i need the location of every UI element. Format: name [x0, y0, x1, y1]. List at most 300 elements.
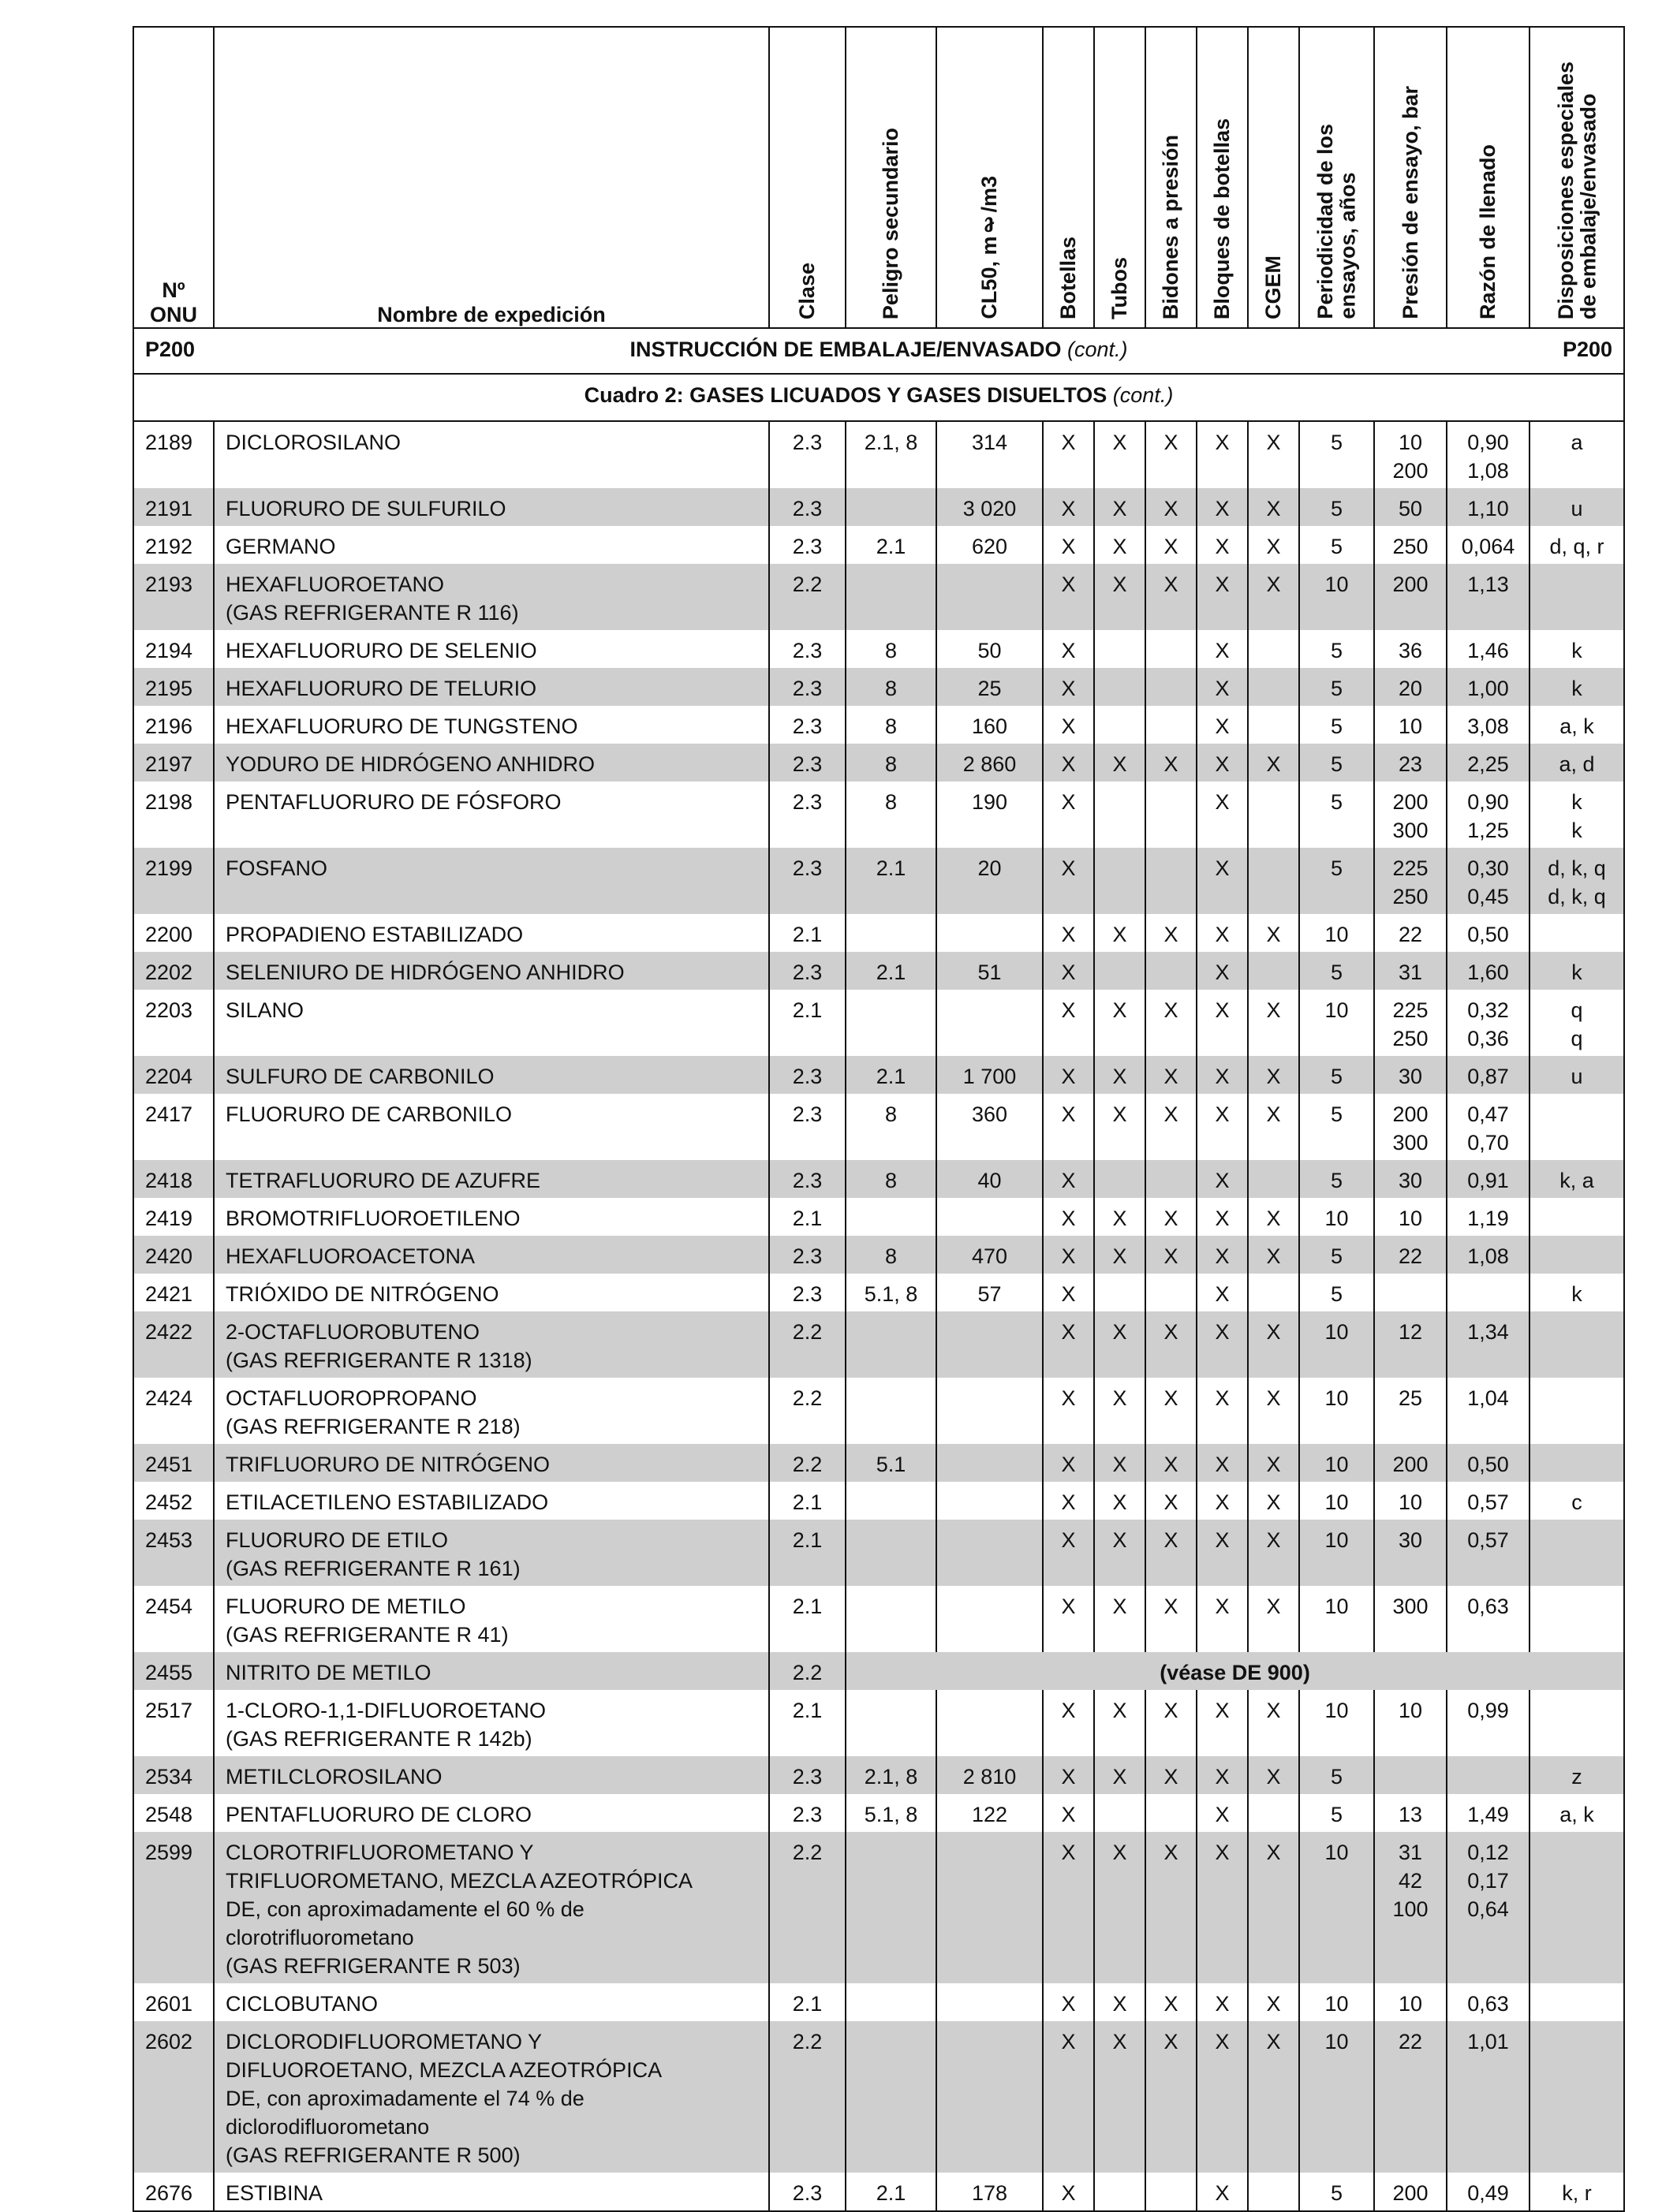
- cell-disposiciones: [1529, 1832, 1624, 1983]
- cell-cgem: [1248, 630, 1299, 668]
- cell-tubos: [1094, 1160, 1145, 1198]
- cell-presion-line: 36: [1398, 639, 1423, 662]
- cell-peligro: 8: [846, 706, 936, 744]
- cell-periodicidad: 10: [1299, 1520, 1374, 1586]
- cell-bidones: [1145, 668, 1197, 706]
- cell-bidones: X: [1145, 1690, 1197, 1756]
- cell-presion-line: 23: [1398, 752, 1423, 776]
- cell-disposiciones: [1529, 2021, 1624, 2173]
- cell-razon: [1447, 1236, 1529, 1274]
- cell-un-number: 2203: [133, 990, 214, 1056]
- cell-shipping-name: [214, 421, 769, 488]
- cell-shipping-name-line: PROPADIENO ESTABILIZADO: [226, 923, 524, 946]
- cell-bidones: [1145, 1274, 1197, 1311]
- cell-bloques: X: [1197, 1756, 1248, 1794]
- cell-bloques: X: [1197, 1160, 1248, 1198]
- cell-disposiciones: [1529, 421, 1624, 488]
- cell-cgem: X: [1248, 990, 1299, 1056]
- cell-shipping-name-line: HEXAFLUORURO DE TELURIO: [226, 677, 537, 700]
- cell-shipping-name-line: FLUORURO DE CARBONILO: [226, 1102, 513, 1126]
- cell-shipping-name: [214, 1794, 769, 1832]
- cell-shipping-name: [214, 1690, 769, 1756]
- cell-presion: [1374, 1274, 1447, 1311]
- col-disposiciones: Disposiciones especiales de embalaje/envasado: [1529, 27, 1624, 328]
- cell-razon-line: 1,60: [1467, 961, 1509, 984]
- cell-disposiciones: [1529, 1444, 1624, 1482]
- cell-cgem: [1248, 781, 1299, 848]
- cell-disposiciones: [1529, 1378, 1624, 1444]
- cell-presion: [1374, 668, 1447, 706]
- cell-bloques: X: [1197, 630, 1248, 668]
- cell-razon-line: 1,25: [1467, 819, 1509, 842]
- cell-presion: [1374, 1198, 1447, 1236]
- cell-tubos: X: [1094, 1690, 1145, 1756]
- cell-shipping-name-line: ESTIBINA: [226, 2181, 323, 2205]
- cell-shipping-name-line: GERMANO: [226, 535, 336, 558]
- col-un-number: Nº ONU: [133, 27, 214, 328]
- cell-cgem: [1248, 952, 1299, 990]
- cell-un-number: 2676: [133, 2173, 214, 2211]
- cell-clase: 2.3: [769, 1794, 846, 1832]
- table-row: [133, 421, 1624, 488]
- cell-peligro: 2.1: [846, 2173, 936, 2211]
- cell-botellas: X: [1043, 1444, 1094, 1482]
- cell-presion: [1374, 848, 1447, 914]
- cell-botellas: X: [1043, 1160, 1094, 1198]
- cell-shipping-name: [214, 630, 769, 668]
- cell-un-number: 2451: [133, 1444, 214, 1482]
- cell-shipping-name-line: TRIÓXIDO DE NITRÓGENO: [226, 1282, 499, 1306]
- cell-shipping-name-line: PENTAFLUORURO DE FÓSFORO: [226, 790, 562, 814]
- cell-presion: [1374, 1756, 1447, 1794]
- cell-presion-line: 50: [1398, 497, 1423, 520]
- packing-instruction-table: [133, 26, 1625, 2212]
- cell-clase: 2.3: [769, 744, 846, 781]
- cell-presion-line: 225: [1392, 998, 1429, 1022]
- cell-disposiciones: [1529, 2173, 1624, 2211]
- cell-shipping-name: [214, 990, 769, 1056]
- cell-razon-line: 0,90: [1467, 431, 1509, 454]
- col-presion: Presión de ensayo, bar: [1374, 27, 1447, 328]
- cell-un-number: 2517: [133, 1690, 214, 1756]
- cell-disposiciones: [1529, 1520, 1624, 1586]
- cell-peligro: 2.1: [846, 848, 936, 914]
- cell-botellas: X: [1043, 1482, 1094, 1520]
- cell-razon: [1447, 1274, 1529, 1311]
- cell-peligro: [846, 1482, 936, 1520]
- cell-un-number: 2422: [133, 1311, 214, 1378]
- cell-razon: [1447, 781, 1529, 848]
- table-row: [133, 1482, 1624, 1520]
- cell-bloques: X: [1197, 1094, 1248, 1160]
- cell-shipping-name-line: (GAS REFRIGERANTE R 503): [226, 1954, 521, 1978]
- cell-bidones: [1145, 781, 1197, 848]
- cell-periodicidad: 10: [1299, 1198, 1374, 1236]
- cell-cl50: 314: [936, 421, 1043, 488]
- cell-bloques: X: [1197, 1794, 1248, 1832]
- cell-disposiciones: [1529, 1311, 1624, 1378]
- cell-razon: [1447, 2173, 1529, 2211]
- cell-presion-line: 10: [1398, 1992, 1423, 2016]
- cell-bidones: [1145, 2173, 1197, 2211]
- cell-bloques: X: [1197, 914, 1248, 952]
- cell-shipping-name: [214, 1198, 769, 1236]
- cell-presion: [1374, 1236, 1447, 1274]
- cell-razon-line: 0,87: [1467, 1065, 1509, 1088]
- cell-shipping-name-line: (GAS REFRIGERANTE R 41): [226, 1623, 509, 1647]
- cell-peligro: [846, 1586, 936, 1652]
- cell-razon-line: 1,13: [1467, 573, 1509, 596]
- table-row: [133, 990, 1624, 1056]
- cell-periodicidad: 10: [1299, 1586, 1374, 1652]
- cell-un-number: 2548: [133, 1794, 214, 1832]
- cell-presion-line: 250: [1392, 1027, 1429, 1050]
- cell-tubos: X: [1094, 1236, 1145, 1274]
- cell-bloques: X: [1197, 1311, 1248, 1378]
- cell-disposiciones-line: k: [1571, 1282, 1582, 1306]
- cell-bidones: [1145, 952, 1197, 990]
- cell-disposiciones: [1529, 526, 1624, 564]
- cell-shipping-name: [214, 1444, 769, 1482]
- cell-periodicidad: 10: [1299, 1311, 1374, 1378]
- cell-botellas: X: [1043, 744, 1094, 781]
- cell-razon-line: 0,91: [1467, 1169, 1509, 1192]
- table-row: [133, 1274, 1624, 1311]
- cell-razon: [1447, 1756, 1529, 1794]
- cell-cgem: [1248, 668, 1299, 706]
- cell-razon: [1447, 2021, 1529, 2173]
- cell-bloques: X: [1197, 668, 1248, 706]
- cell-presion: [1374, 526, 1447, 564]
- cell-cgem: [1248, 706, 1299, 744]
- cell-presion: [1374, 1482, 1447, 1520]
- cell-shipping-name: [214, 668, 769, 706]
- col-shipping-name: Nombre de expedición: [214, 27, 769, 328]
- cell-razon: [1447, 1832, 1529, 1983]
- cell-botellas: X: [1043, 1756, 1094, 1794]
- cell-bloques: X: [1197, 526, 1248, 564]
- cell-bloques: X: [1197, 564, 1248, 630]
- cell-razon: [1447, 421, 1529, 488]
- cell-cl50: 50: [936, 630, 1043, 668]
- cell-periodicidad: 10: [1299, 1832, 1374, 1983]
- cell-botellas: X: [1043, 1094, 1094, 1160]
- cell-peligro: [846, 914, 936, 952]
- cell-disposiciones-line: [1530, 1838, 1623, 1867]
- cell-periodicidad: 5: [1299, 421, 1374, 488]
- cell-shipping-name-line: SULFURO DE CARBONILO: [226, 1065, 495, 1088]
- cell-periodicidad: 5: [1299, 488, 1374, 526]
- cell-shipping-name: [214, 1236, 769, 1274]
- col-bidones: Bidones a presión: [1145, 27, 1197, 328]
- cell-clase: 2.1: [769, 990, 846, 1056]
- cell-shipping-name: [214, 848, 769, 914]
- cell-bidones: X: [1145, 526, 1197, 564]
- cell-bidones: X: [1145, 1520, 1197, 1586]
- cell-cgem: [1248, 848, 1299, 914]
- cell-clase: 2.1: [769, 1690, 846, 1756]
- col-peligro-secundario: Peligro secundario: [846, 27, 936, 328]
- cell-bidones: X: [1145, 564, 1197, 630]
- cell-razon-line: 0,63: [1467, 1992, 1509, 2016]
- cell-razon: [1447, 1520, 1529, 1586]
- cell-razon: [1447, 1378, 1529, 1444]
- cell-tubos: X: [1094, 1520, 1145, 1586]
- cell-cgem: X: [1248, 1756, 1299, 1794]
- cell-shipping-name-line: (GAS REFRIGERANTE R 116): [226, 601, 519, 625]
- table-row: [133, 1690, 1624, 1756]
- col-cl50: CL50, mℓ/m3: [936, 27, 1043, 328]
- cell-cgem: X: [1248, 2021, 1299, 2173]
- cell-periodicidad: 5: [1299, 1274, 1374, 1311]
- cell-razon-line: 0,36: [1467, 1027, 1509, 1050]
- cell-periodicidad: 5: [1299, 706, 1374, 744]
- cell-clase: 2.2: [769, 1652, 846, 1690]
- cell-presion: [1374, 421, 1447, 488]
- col-periodicidad: Periodicidad de los ensayos, años: [1299, 27, 1374, 328]
- cell-razon: [1447, 1983, 1529, 2021]
- cell-cl50: 2 860: [936, 744, 1043, 781]
- cell-razon-line: 1,08: [1467, 459, 1509, 483]
- cell-bloques: X: [1197, 1198, 1248, 1236]
- cell-clase: 2.3: [769, 630, 846, 668]
- cell-shipping-name-line: (GAS REFRIGERANTE R 142b): [226, 1727, 532, 1751]
- cell-cl50: [936, 1311, 1043, 1378]
- cell-razon-line: 0,63: [1467, 1595, 1509, 1618]
- cell-shipping-name-line: SILANO: [226, 998, 304, 1022]
- cell-razon: [1447, 952, 1529, 990]
- cell-disposiciones: [1529, 564, 1624, 630]
- cell-clase: 2.3: [769, 781, 846, 848]
- table-row: [133, 1198, 1624, 1236]
- cell-bidones: X: [1145, 488, 1197, 526]
- cell-disposiciones: [1529, 848, 1624, 914]
- cell-tubos: X: [1094, 1832, 1145, 1983]
- table-row: [133, 2021, 1624, 2173]
- cell-bidones: [1145, 630, 1197, 668]
- cell-shipping-name: [214, 564, 769, 630]
- cell-botellas: X: [1043, 1274, 1094, 1311]
- cell-tubos: X: [1094, 1094, 1145, 1160]
- cell-bidones: X: [1145, 990, 1197, 1056]
- cell-periodicidad: 5: [1299, 952, 1374, 990]
- cell-clase: 2.1: [769, 1198, 846, 1236]
- cell-razon: [1447, 1444, 1529, 1482]
- cell-razon: [1447, 848, 1529, 914]
- cell-un-number: 2196: [133, 706, 214, 744]
- cell-shipping-name: [214, 1983, 769, 2021]
- cell-peligro: 8: [846, 668, 936, 706]
- cell-razon: [1447, 668, 1529, 706]
- cell-disposiciones: [1529, 1056, 1624, 1094]
- cell-botellas: X: [1043, 781, 1094, 848]
- cell-shipping-name: [214, 1586, 769, 1652]
- cell-peligro: [846, 1198, 936, 1236]
- cell-periodicidad: 5: [1299, 848, 1374, 914]
- cell-razon: [1447, 1690, 1529, 1756]
- cell-presion-line: 30: [1398, 1528, 1423, 1552]
- cell-razon-line: [1447, 1280, 1529, 1308]
- cell-tubos: X: [1094, 990, 1145, 1056]
- cell-tubos: [1094, 848, 1145, 914]
- cell-shipping-name-line: METILCLOROSILANO: [226, 1765, 443, 1789]
- cell-shipping-name: [214, 1274, 769, 1311]
- cell-peligro: [846, 564, 936, 630]
- cell-periodicidad: 5: [1299, 2173, 1374, 2211]
- cell-razon-line: 0,50: [1467, 923, 1509, 946]
- col-cgem: CGEM: [1248, 27, 1299, 328]
- cell-botellas: X: [1043, 1378, 1094, 1444]
- table-row: [133, 1444, 1624, 1482]
- cell-cgem: X: [1248, 1444, 1299, 1482]
- cell-bloques: X: [1197, 952, 1248, 990]
- cell-clase: 2.1: [769, 1482, 846, 1520]
- cell-peligro: 2.1: [846, 1056, 936, 1094]
- cell-presion-line: 300: [1392, 819, 1429, 842]
- cell-razon: [1447, 488, 1529, 526]
- cell-disposiciones: [1529, 1274, 1624, 1311]
- cell-un-number: 2199: [133, 848, 214, 914]
- table-row: [133, 1756, 1624, 1794]
- cell-bidones: [1145, 706, 1197, 744]
- cell-disposiciones: [1529, 668, 1624, 706]
- cell-clase: 2.3: [769, 1056, 846, 1094]
- cell-tubos: X: [1094, 564, 1145, 630]
- cell-shipping-name: [214, 1311, 769, 1378]
- cell-bidones: [1145, 848, 1197, 914]
- cell-disposiciones: [1529, 1983, 1624, 2021]
- table-row: [133, 488, 1624, 526]
- cell-peligro: 2.1, 8: [846, 1756, 936, 1794]
- table-subtitle: Cuadro 2: GASES LICUADOS Y GASES DISUELTOS (cont.): [133, 374, 1624, 421]
- cell-bloques: X: [1197, 421, 1248, 488]
- cell-razon-line: 0,50: [1467, 1453, 1509, 1476]
- cell-peligro: 8: [846, 781, 936, 848]
- cell-botellas: X: [1043, 1690, 1094, 1756]
- cell-cgem: [1248, 1794, 1299, 1832]
- cell-bidones: X: [1145, 421, 1197, 488]
- table-row: [133, 630, 1624, 668]
- table-body: [133, 421, 1624, 2211]
- col-bloques: Bloques de botellas: [1197, 27, 1248, 328]
- cell-un-number: 2534: [133, 1756, 214, 1794]
- cell-razon-line: 0,17: [1467, 1869, 1509, 1893]
- cell-clase: 2.3: [769, 1236, 846, 1274]
- cell-presion-line: 10: [1398, 431, 1423, 454]
- cell-cgem: X: [1248, 1690, 1299, 1756]
- cell-razon: [1447, 1160, 1529, 1198]
- cell-tubos: X: [1094, 1586, 1145, 1652]
- table-row: [133, 706, 1624, 744]
- cell-cgem: X: [1248, 526, 1299, 564]
- cell-clase: 2.3: [769, 848, 846, 914]
- cell-disposiciones: [1529, 1482, 1624, 1520]
- cell-bloques: X: [1197, 1274, 1248, 1311]
- cell-razon-line: 1,34: [1467, 1320, 1509, 1344]
- cell-disposiciones: [1529, 1094, 1624, 1160]
- cell-botellas: X: [1043, 526, 1094, 564]
- cell-disposiciones-line: [1530, 1696, 1623, 1725]
- table-row: [133, 1832, 1624, 1983]
- cell-presion-line: 13: [1398, 1803, 1423, 1826]
- cell-cl50: 470: [936, 1236, 1043, 1274]
- cell-tubos: [1094, 952, 1145, 990]
- cell-clase: 2.3: [769, 952, 846, 990]
- cell-presion-line: 22: [1398, 1244, 1423, 1268]
- cell-razon-line: 0,64: [1467, 1897, 1509, 1921]
- cell-un-number: 2193: [133, 564, 214, 630]
- table-row: [133, 848, 1624, 914]
- table-row: [133, 526, 1624, 564]
- table-row: [133, 1094, 1624, 1160]
- cell-shipping-name-line: DE, con aproximadamente el 60 % de: [226, 1897, 585, 1921]
- cell-presion: [1374, 1444, 1447, 1482]
- cell-clase: 2.2: [769, 1832, 846, 1983]
- cell-disposiciones-line: [1530, 1990, 1623, 2018]
- col-razon: Razón de llenado: [1447, 27, 1529, 328]
- cell-cgem: X: [1248, 1094, 1299, 1160]
- cell-disposiciones: [1529, 1236, 1624, 1274]
- table-row: [133, 1378, 1624, 1444]
- cell-bloques: X: [1197, 1482, 1248, 1520]
- cell-clase: 2.3: [769, 488, 846, 526]
- cell-disposiciones: [1529, 990, 1624, 1056]
- cell-bloques: X: [1197, 1520, 1248, 1586]
- cell-clase: 2.3: [769, 421, 846, 488]
- cell-clase: 2.3: [769, 1160, 846, 1198]
- cell-razon-line: 0,70: [1467, 1131, 1509, 1154]
- cell-peligro: 8: [846, 1160, 936, 1198]
- cell-botellas: X: [1043, 488, 1094, 526]
- cell-un-number: 2204: [133, 1056, 214, 1094]
- cell-tubos: [1094, 2173, 1145, 2211]
- cell-presion: [1374, 781, 1447, 848]
- cell-tubos: X: [1094, 744, 1145, 781]
- cell-tubos: X: [1094, 1056, 1145, 1094]
- cell-cl50: [936, 1690, 1043, 1756]
- cell-presion: [1374, 488, 1447, 526]
- cell-clase: 2.2: [769, 2021, 846, 2173]
- cell-presion-line: 12: [1398, 1320, 1423, 1344]
- cell-disposiciones-line: [1530, 1450, 1623, 1479]
- cell-botellas: X: [1043, 914, 1094, 952]
- cell-bidones: X: [1145, 1198, 1197, 1236]
- cell-tubos: [1094, 630, 1145, 668]
- cell-un-number: 2453: [133, 1520, 214, 1586]
- col-clase: Clase: [769, 27, 846, 328]
- cell-shipping-name: [214, 1056, 769, 1094]
- cell-razon: [1447, 1586, 1529, 1652]
- cell-shipping-name: [214, 1094, 769, 1160]
- cell-cl50: [936, 564, 1043, 630]
- cell-shipping-name-line: FLUORURO DE ETILO: [226, 1528, 449, 1552]
- cell-disposiciones: [1529, 781, 1624, 848]
- cell-un-number: 2192: [133, 526, 214, 564]
- cell-disposiciones: [1529, 952, 1624, 990]
- cell-clase: 2.3: [769, 2173, 846, 2211]
- code-right: P200: [1562, 338, 1612, 361]
- cell-botellas: X: [1043, 1311, 1094, 1378]
- cell-bidones: X: [1145, 1236, 1197, 1274]
- cell-periodicidad: 5: [1299, 1794, 1374, 1832]
- cell-razon-line: 0,32: [1467, 998, 1509, 1022]
- cell-periodicidad: 10: [1299, 1482, 1374, 1520]
- cell-shipping-name-line: HEXAFLUOROETANO: [226, 573, 445, 596]
- cell-razon: [1447, 1056, 1529, 1094]
- cell-cgem: X: [1248, 1378, 1299, 1444]
- cell-disposiciones-line: k: [1571, 961, 1582, 984]
- cell-periodicidad: 5: [1299, 1056, 1374, 1094]
